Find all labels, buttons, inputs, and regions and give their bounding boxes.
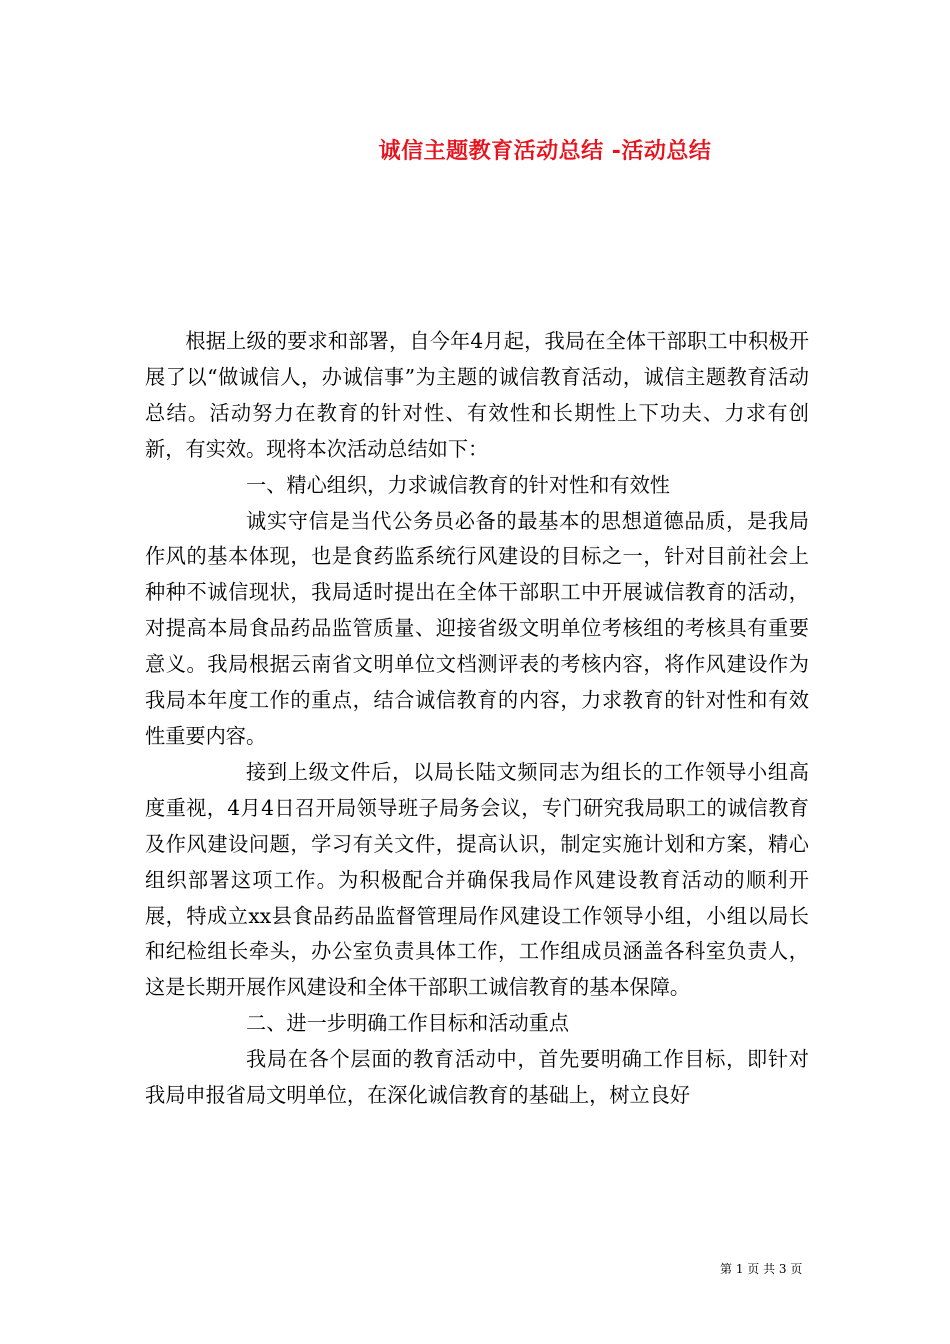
- paragraph-leadership: 接到上级文件后，以局长陆文频同志为组长的工作领导小组高度重视，4月4日召开局领导班子局务会议，专门研究我局职工的诚信教育及作风建设问题，学习有关文件，提高认识，制定实施计划和方案，精心组织部署这项工作。为积极配合并确保我局作风建设教育活动的顺利开展，特成立xx县食品药品监督管理局作风建设工作领导小组，小组以局长和纪检组长牵头，办公室负责具体工作，工作组成员涵盖各科室负责人，这是长期开展作风建设和全体干部职工诚信教育的基本保障。: [145, 759, 809, 1000]
- section-heading-1: 一、精心组织，力求诚信教育的针对性和有效性: [246, 472, 670, 497]
- section-heading-2: 二、进一步明确工作目标和活动重点: [246, 1011, 570, 1036]
- document-title: 诚信主题教育活动总结 -活动总结: [378, 139, 712, 164]
- paragraph-goals: 我局在各个层面的教育活动中，首先要明确工作目标，即针对我局申报省局文明单位，在深化诚信教育的基础上，树立良好: [145, 1047, 809, 1108]
- paragraph-intro: 根据上级的要求和部署，自今年4月起，我局在全体干部职工中积极开展了以“做诚信人，办诚信事”为主题的诚信教育活动，诚信主题教育活动总结。活动努力在教育的针对性、有效性和长期性上下功夫、力求有创新，有实效。现将本次活动总结如下：: [145, 329, 809, 461]
- paragraph-integrity: 诚实守信是当代公务员必备的最基本的思想道德品质，是我局作风的基本体现，也是食药监系统行风建设的目标之一，针对目前社会上种种不诚信现状，我局适时提出在全体干部职工中开展诚信教育的活动，对提高本局食品药品监管质量、迎接省级文明单位考核组的考核具有重要意义。我局根据云南省文明单位文档测评表的考核内容，将作风建设作为我局本年度工作的重点，结合诚信教育的内容，力求教育的针对性和有效性重要内容。: [145, 508, 809, 748]
- page-number-footer: 第 1 页 共 3 页: [720, 1262, 803, 1276]
- document-body: [145, 324, 809, 1114]
